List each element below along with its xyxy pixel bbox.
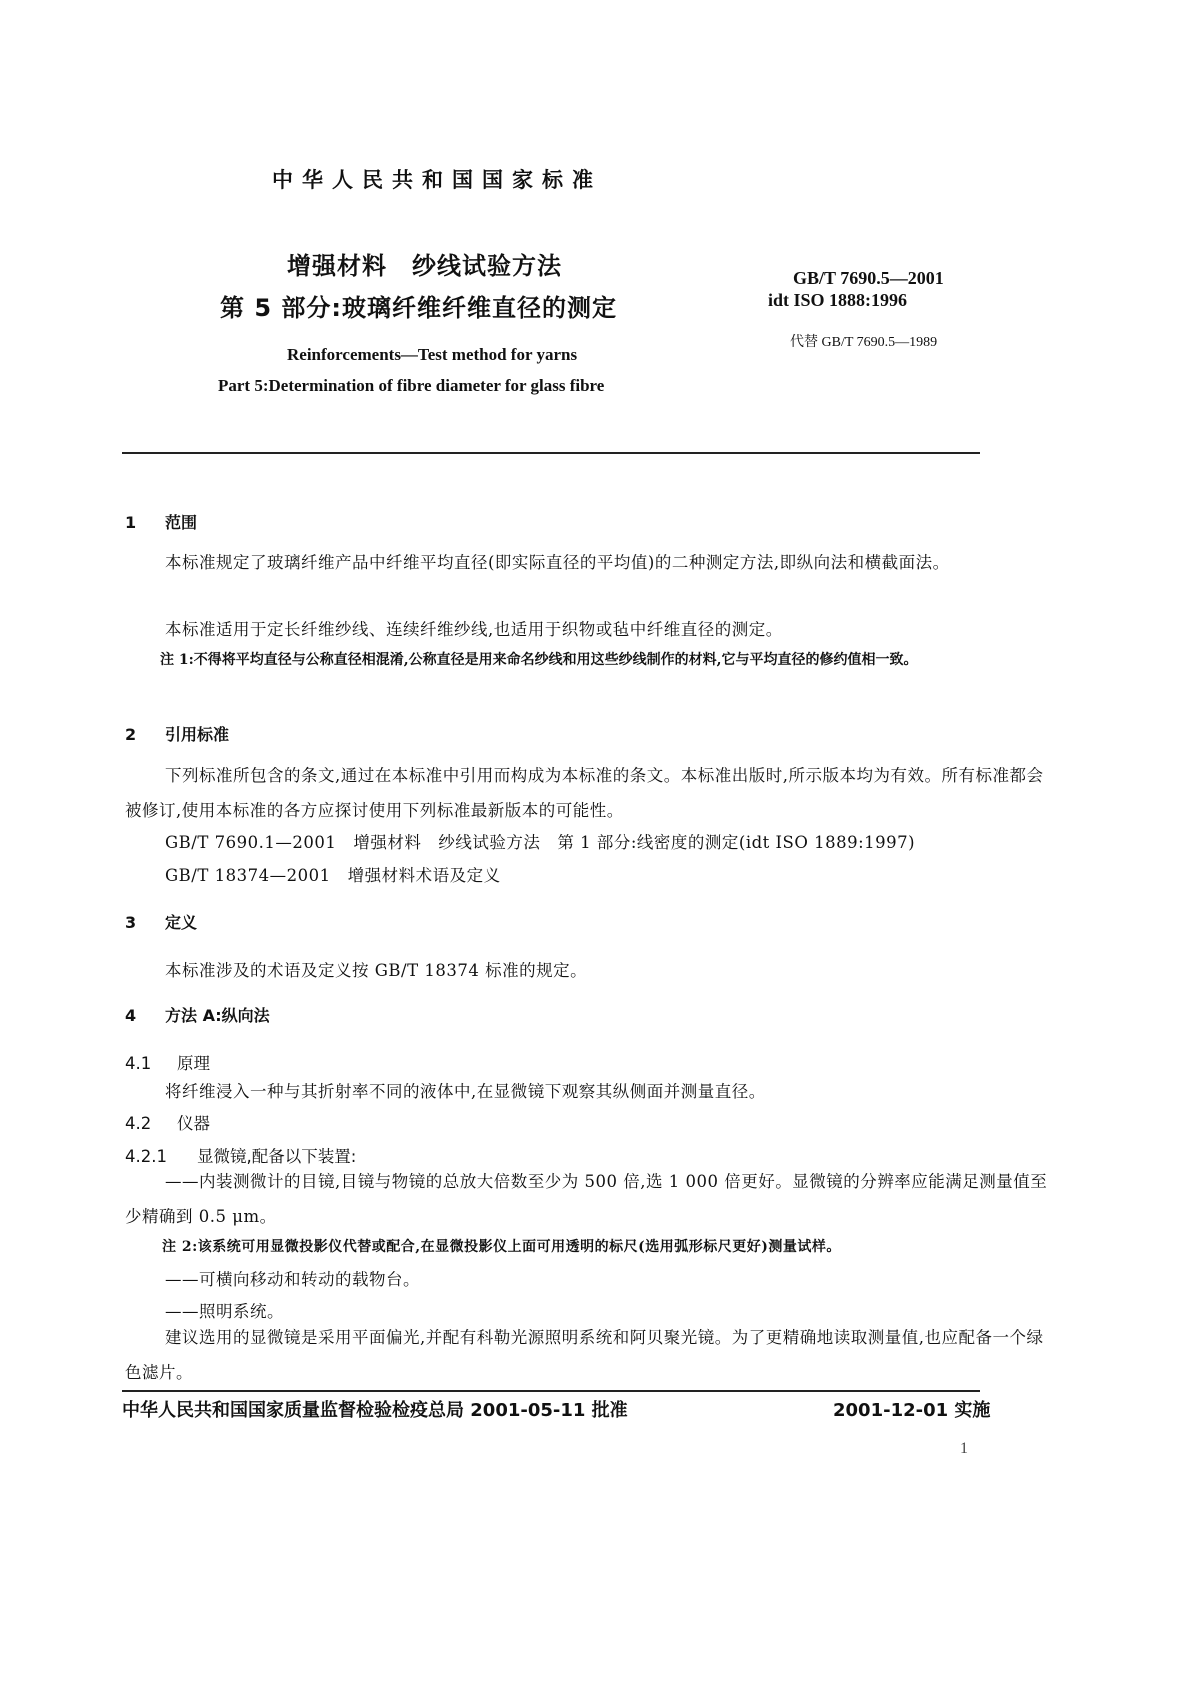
standard-code: GB/T 7690.5—2001	[793, 268, 944, 288]
section-2-paragraph: 下列标准所包含的条文,通过在本标准中引用而构成为本标准的条文。本标准出版时,所示版本均为有效。所有标准都会被修订,使用本标准的各方应探讨使用下列标准最新版本的可能性。	[125, 766, 1044, 820]
section-1-paragraph-1: 本标准规定了玻璃纤维产品中纤维平均直径(即实际直径的平均值)的二种测定方法,即纵向法和横截面法。	[165, 553, 950, 572]
footer-divider	[122, 1390, 980, 1392]
reference-2: GB/T 18374—2001 增强材料术语及定义	[165, 866, 501, 885]
header-divider	[122, 452, 980, 454]
section-title: 引用标准	[165, 725, 230, 744]
section-1-heading	[125, 510, 197, 533]
implementation-date: 2001-12-01 实施	[833, 1400, 991, 1421]
subsection-4-2-heading	[125, 1110, 210, 1134]
section-3-heading	[125, 910, 197, 933]
subsection-4-1-heading	[125, 1050, 210, 1074]
title-en-line1: Reinforcements—Test method for yarns	[287, 345, 578, 364]
list-item-stage: ——可横向移动和转动的载物台。	[165, 1270, 420, 1289]
section-4-heading	[125, 1003, 270, 1026]
section-1-paragraph-2: 本标准适用于定长纤维纱线、连续纤维纱线,也适用于织物或毡中纤维直径的测定。	[165, 620, 783, 639]
replaces-code: 代替 GB/T 7690.5—1989	[790, 335, 938, 350]
title-cn-line1: 增强材料 纱线试验方法	[287, 252, 562, 280]
reference-1: GB/T 7690.1—2001 增强材料 纱线试验方法 第 1 部分:线密度的测定(idt ISO 1889:1997)	[165, 833, 916, 852]
section-number: 4	[125, 1006, 137, 1025]
subsection-4-1-paragraph: 将纤维浸入一种与其折射率不同的液体中,在显微镜下观察其纵侧面并测量直径。	[165, 1082, 766, 1101]
subsection-title: 显微镜,配备以下装置:	[197, 1147, 357, 1166]
subsection-number: 4.1	[125, 1054, 152, 1073]
section-number: 2	[125, 725, 137, 744]
list-item-eyepiece: ——内装测微计的目镜,目镜与物镜的总放大倍数至少为 500 倍,选 1 000 倍更好。显微镜的分辨率应能满足测量值至少精确到 0.5 μm。	[125, 1172, 1048, 1226]
section-title: 定义	[165, 913, 198, 932]
title-cn-line2: 第 5 部分:玻璃纤维纤维直径的测定	[220, 294, 618, 322]
section-title: 方法 A:纵向法	[165, 1006, 270, 1025]
list-item-illumination: ——照明系统。	[165, 1302, 284, 1321]
section-3-paragraph: 本标准涉及的术语及定义按 GB/T 18374 标准的规定。	[165, 961, 588, 980]
subsection-number: 4.2.1	[125, 1147, 167, 1166]
note-1: 注 1:不得将平均直径与公称直径相混淆,公称直径是用来命名纱线和用这些纱线制作的材料,它与平均直径的修约值相一致。	[160, 652, 918, 668]
recommendation-paragraph: 建议选用的显微镜是采用平面偏光,并配有科勒光源照明系统和阿贝聚光镜。为了更精确地读取测量值,也应配备一个绿色滤片。	[125, 1328, 1044, 1382]
national-standard-heading: 中华人民共和国国家标准	[272, 168, 602, 192]
page-number: 1	[960, 1440, 968, 1457]
title-en-line2: Part 5:Determination of fibre diameter for glass fibre	[218, 376, 605, 395]
note-2: 注 2:该系统可用显微投影仪代替或配合,在显微投影仪上面可用透明的标尺(选用弧形标尺更好)测量试样。	[162, 1239, 841, 1255]
subsection-title: 原理	[177, 1054, 210, 1073]
section-number: 3	[125, 913, 137, 932]
subsection-number: 4.2	[125, 1114, 152, 1133]
approval-line: 中华人民共和国国家质量监督检验检疫总局 2001-05-11 批准	[122, 1400, 628, 1421]
section-number: 1	[125, 513, 137, 532]
section-2-heading	[125, 722, 229, 745]
idt-code: idt ISO 1888:1996	[768, 290, 908, 310]
subsection-title: 仪器	[177, 1114, 210, 1133]
section-title: 范围	[165, 513, 198, 532]
